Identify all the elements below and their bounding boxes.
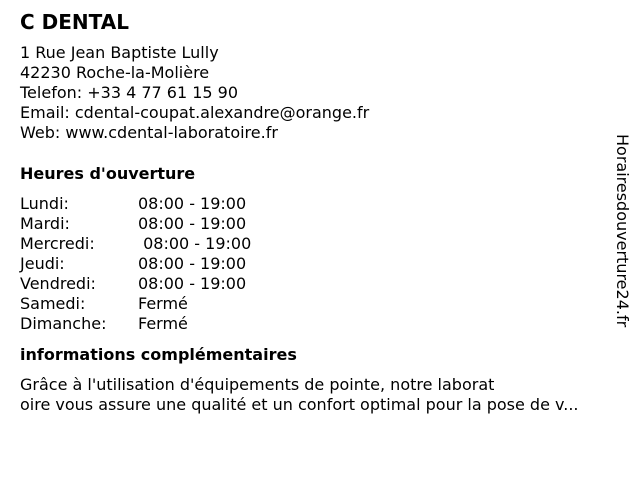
hours-row [20,234,251,254]
hours-row [20,274,251,294]
hours-row [20,194,251,214]
description-line-1: Grâce à l'utilisation d'équipements de pointe, notre laborat [20,375,495,394]
hours-row [20,214,251,234]
opening-hours-heading: Heures d'ouverture [20,164,196,183]
business-name: C DENTAL [20,10,129,34]
hours-row [20,294,251,314]
hours-row [20,254,251,274]
day-label: Lundi: [20,194,69,213]
address-line-2: 42230 Roche-la-Molière [20,63,210,82]
day-label: Mardi: [20,214,70,233]
hours-value: 08:00 - 19:00 [138,254,247,273]
day-label: Mercredi: [20,234,95,253]
business-card [20,9,620,415]
hours-row [20,314,251,334]
day-label: Vendredi: [20,274,96,293]
hours-value: Fermé [138,314,188,333]
email-text: Email: cdental-coupat.alexandre@orange.fr [20,103,370,122]
phone-text: Telefon: +33 4 77 61 15 90 [20,83,239,102]
day-label: Dimanche: [20,314,107,333]
hours-value: 08:00 - 19:00 [138,234,252,253]
day-label: Jeudi: [20,254,65,273]
day-label: Samedi: [20,294,86,313]
additional-info-heading: informations complémentaires [20,345,297,364]
hours-value: Fermé [138,294,188,313]
source-watermark: Horairesdouverture24.fr [613,134,632,328]
hours-value: 08:00 - 19:00 [138,194,247,213]
hours-value: 08:00 - 19:00 [138,274,247,293]
website-text: Web: www.cdental-laboratoire.fr [20,123,278,142]
opening-hours-table [20,194,251,334]
contact-block [20,43,620,143]
address-line-1: 1 Rue Jean Baptiste Lully [20,43,219,62]
description-line-2: oire vous assure une qualité et un confort optimal pour la pose de v... [20,395,579,414]
hours-value: 08:00 - 19:00 [138,214,247,233]
